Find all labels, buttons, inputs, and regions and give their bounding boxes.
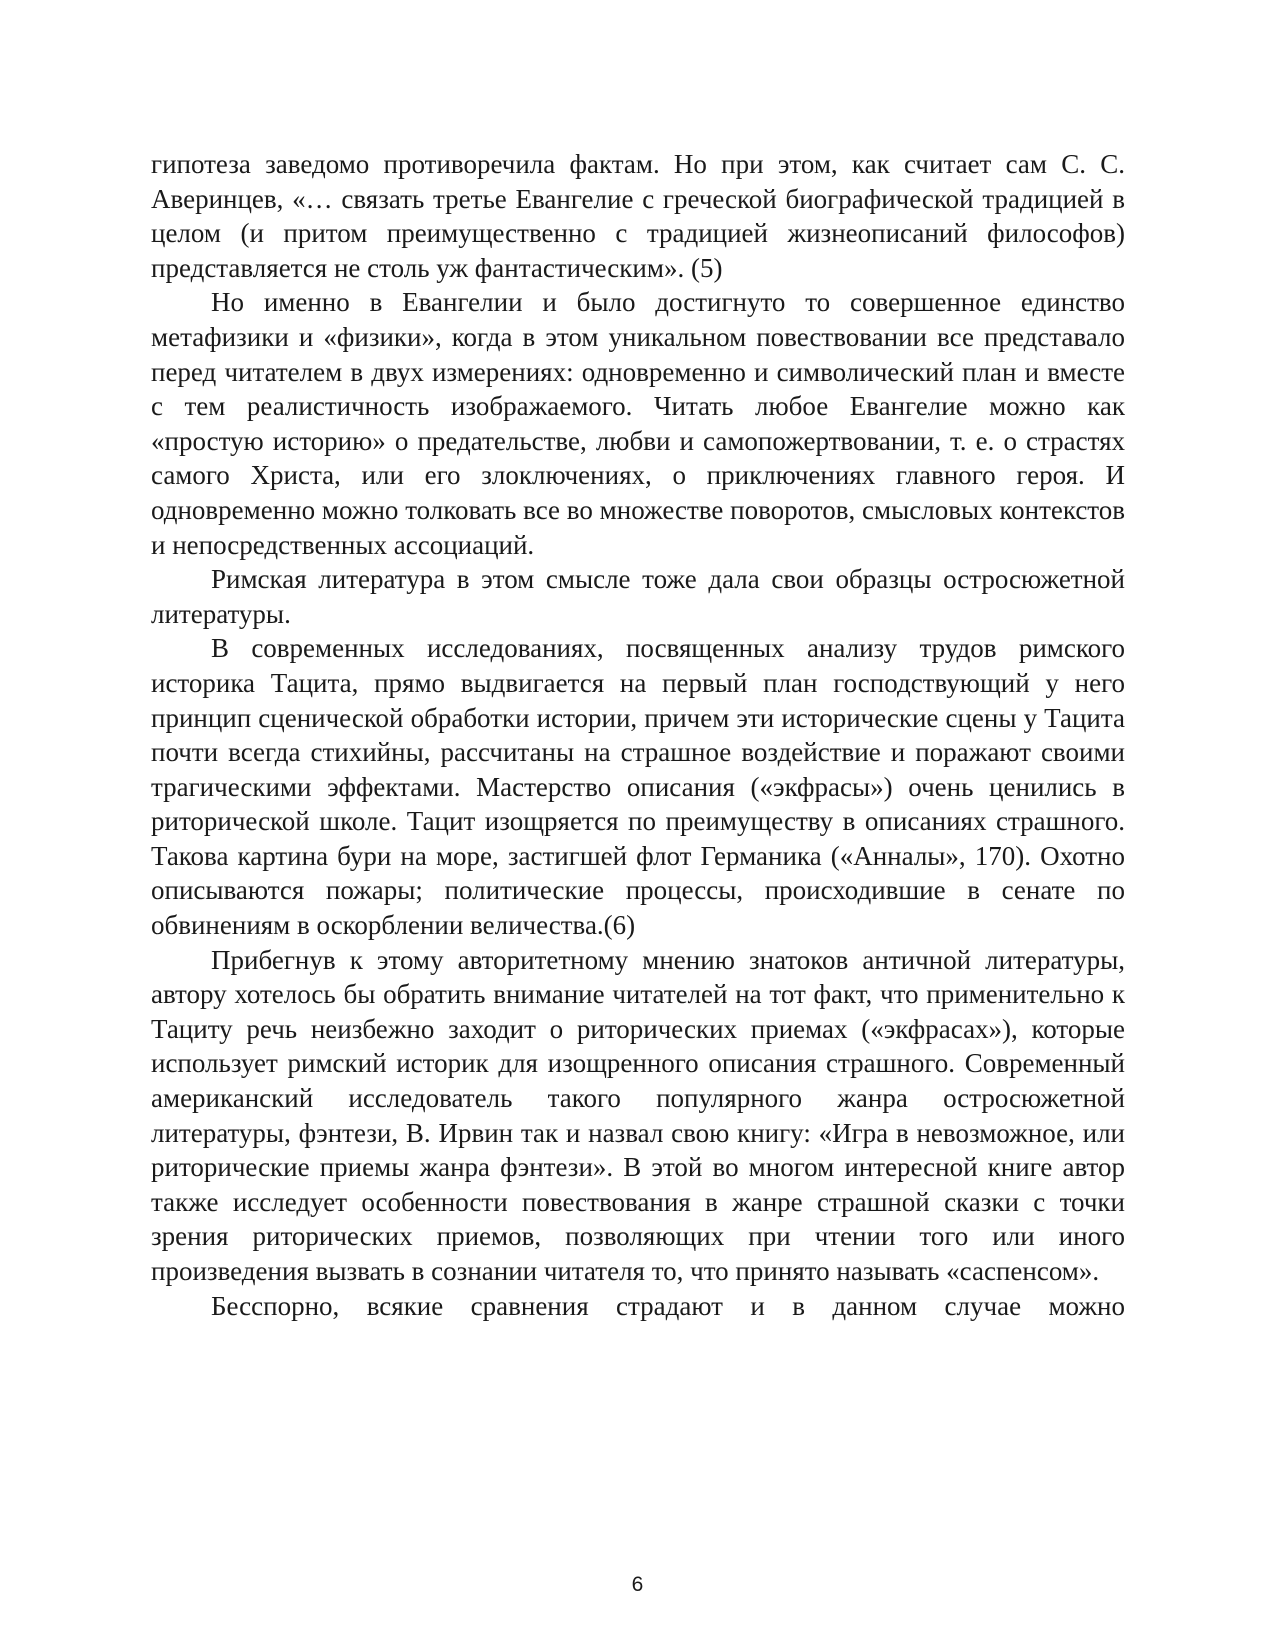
paragraph-gospel-unity: Но именно в Евангелии и было достигнуто то совершенное единство метафизики и «физики», когда в этом уникальном повествовании все представало перед читателем в двух измерениях: одновременно и символический план и вместе с тем реалистичность изображаемого. Читать любое Евангелие можно как «простую историю» о предательстве, любви и самопожертвовании, т. е. о страстях самого Христа, или его злоключениях, о приключениях главного героя. И одновременно можно толковать все во множестве поворотов, смысловых контекстов и непосредственных ассоциаций. — [151, 287, 1125, 560]
paragraph-continuation: гипотеза заведомо противоречила фактам. Но при этом, как считает сам С. С. Аверинцев, «… связать третье Евангелие с греческой биографической традицией в целом (и притом преимущественно с традицией жизнеописаний философов) представляется не столь уж фантастическим». (5) — [151, 149, 1125, 283]
paragraph-roman-literature: Римская литература в этом смысле тоже дала свои образцы остросюжетной литературы. — [151, 564, 1125, 629]
paragraph-tacitus: В современных исследованиях, посвященных анализу трудов римского историка Тацита, прямо выдвигается на первый план господствующий у него принцип сценической обработки истории, причем эти исторические сцены у Тацита почти всегда стихийны, рассчитаны на страшное воздействие и поражают своими трагическими эффектами. Мастерство описания («экфрасы») очень ценились в риторической школе. Тацит изощряется по преимуществу в описаниях страшного. Такова картина бури на море, застигшей флот Германика («Анналы», 170). Охотно описываются пожары; политические процессы, происходившие в сенате по обвинениям в оскорблении величества.(6) — [151, 633, 1125, 941]
paragraph-comparisons: Бесспорно, всякие сравнения страдают и в данном случае можно — [211, 1290, 1125, 1321]
page-number: 6 — [631, 1573, 644, 1596]
paragraph-rhetorical-devices: Прибегнув к этому авторитетному мнению знатоков античной литературы, автору хотелось бы обратить внимание читателей на тот факт, что применительно к Тациту речь неизбежно заходит о риторических приемах («экфрасах»), которые использует римский историк для изощренного описания страшного. Современный американский исследователь такого популярного жанра остросюжетной литературы, фэнтези, В. Ирвин так и назвал свою книгу: «Игра в невозможное, или риторические приемы жанра фэнтези». В этой во многом интересной книге автор также исследует особенности повествования в жанре страшной сказки с точки зрения риторических приемов, позволяющих при чтении того или иного произведения вызвать в сознании читателя то, что принято называть «саспенсом». — [151, 944, 1125, 1286]
body-text — [151, 147, 1125, 1323]
